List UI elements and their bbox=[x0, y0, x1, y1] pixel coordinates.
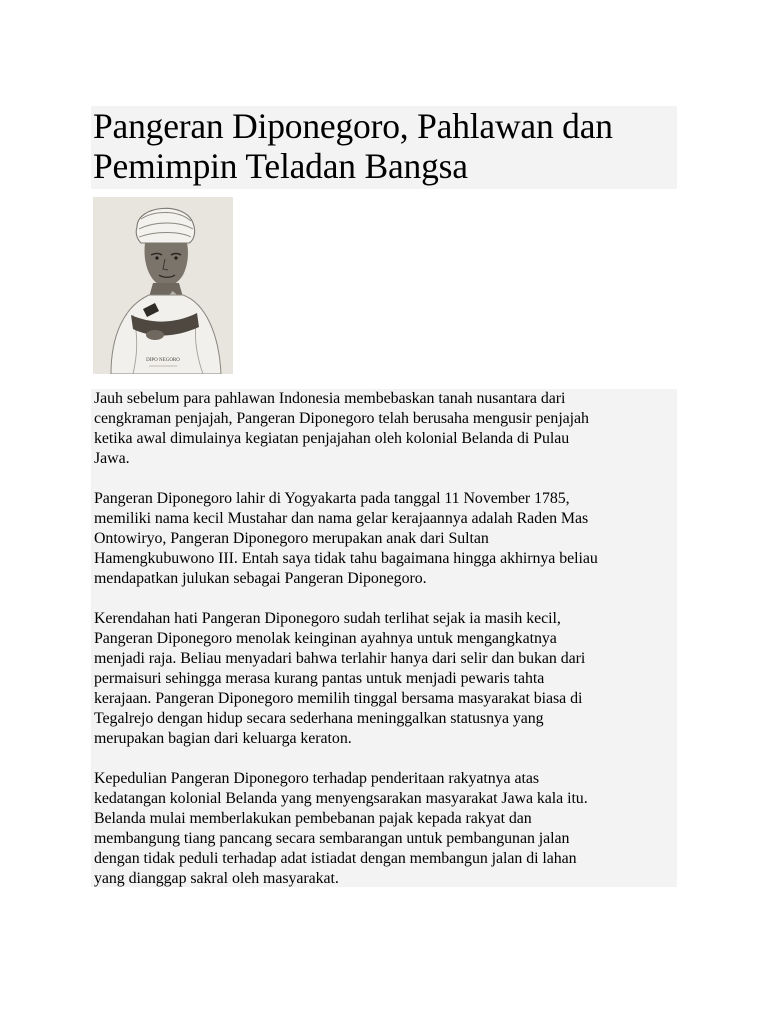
paragraph-spacer bbox=[91, 589, 677, 609]
text-line: merupakan bagian dari keluarga keraton. bbox=[94, 730, 352, 747]
text-line: Pangeran Diponegoro menolak keinginan ayahnya untuk mengangkatnya bbox=[94, 630, 557, 647]
text-line: membangung tiang pancang secara sembarangan untuk pembangunan jalan bbox=[94, 830, 570, 847]
text-line: memiliki nama kecil Mustahar dan nama gelar kerajaannya adalah Raden Mas bbox=[94, 510, 589, 527]
text-line: menjadi raja. Beliau menyadari bahwa terlahir hanya dari selir dan bukan dari bbox=[94, 650, 586, 667]
text-line: Tegalrejo dengan hidup secara sederhana meninggalkan statusnya yang bbox=[94, 710, 544, 727]
paragraph bbox=[91, 609, 677, 749]
portrait-engraving-icon bbox=[93, 197, 233, 374]
paragraph bbox=[91, 489, 677, 589]
title-line: Pangeran Diponegoro, Pahlawan dan bbox=[93, 106, 613, 146]
text-line: kedatangan kolonial Belanda yang menyengsarakan masyarakat Jawa kala itu. bbox=[94, 790, 588, 807]
text-line: Hamengkubuwono III. Entah saya tidak tahu bagaimana hingga akhirnya beliau bbox=[94, 550, 598, 567]
paragraph bbox=[91, 769, 677, 889]
text-line: yang dianggap sakral oleh masyarakat. bbox=[94, 870, 339, 887]
paragraph-spacer bbox=[91, 469, 677, 489]
article-body bbox=[91, 389, 677, 887]
title-block bbox=[91, 106, 677, 189]
text-line: Belanda mulai memberlakukan pembebanan pajak kepada rakyat dan bbox=[94, 810, 532, 827]
portrait-caption: DIPO NEGORO bbox=[146, 358, 180, 363]
text-line: Kerendahan hati Pangeran Diponegoro sudah terlihat sejak ia masih kecil, bbox=[94, 610, 561, 627]
text-line: Kepedulian Pangeran Diponegoro terhadap penderitaan rakyatnya atas bbox=[94, 770, 539, 787]
text-line: permaisuri sehingga merasa kurang pantas untuk menjadi pewaris tahta bbox=[94, 670, 545, 687]
paragraph bbox=[91, 389, 677, 469]
text-line: cengkraman penjajah, Pangeran Diponegoro telah berusaha mengusir penjajah bbox=[94, 410, 589, 427]
text-line: Jawa. bbox=[94, 450, 130, 467]
portrait-image bbox=[93, 197, 233, 374]
text-line: Pangeran Diponegoro lahir di Yogyakarta pada tanggal 11 November 1785, bbox=[94, 490, 570, 507]
text-line: Jauh sebelum para pahlawan Indonesia membebaskan tanah nusantara dari bbox=[94, 390, 566, 407]
text-line: ketika awal dimulainya kegiatan penjajahan oleh kolonial Belanda di Pulau bbox=[94, 430, 570, 447]
text-line: kerajaan. Pangeran Diponegoro memilih tinggal bersama masyarakat biasa di bbox=[94, 690, 583, 707]
title-line: Pemimpin Teladan Bangsa bbox=[93, 146, 468, 186]
text-line: dengan tidak peduli terhadap adat istiadat dengan membangun jalan di lahan bbox=[94, 850, 577, 867]
page-title bbox=[91, 106, 677, 186]
text-line: Ontowiryo, Pangeran Diponegoro merupakan anak dari Sultan bbox=[94, 530, 489, 547]
text-line: mendapatkan julukan sebagai Pangeran Diponegoro. bbox=[94, 570, 427, 587]
paragraph-spacer bbox=[91, 749, 677, 769]
